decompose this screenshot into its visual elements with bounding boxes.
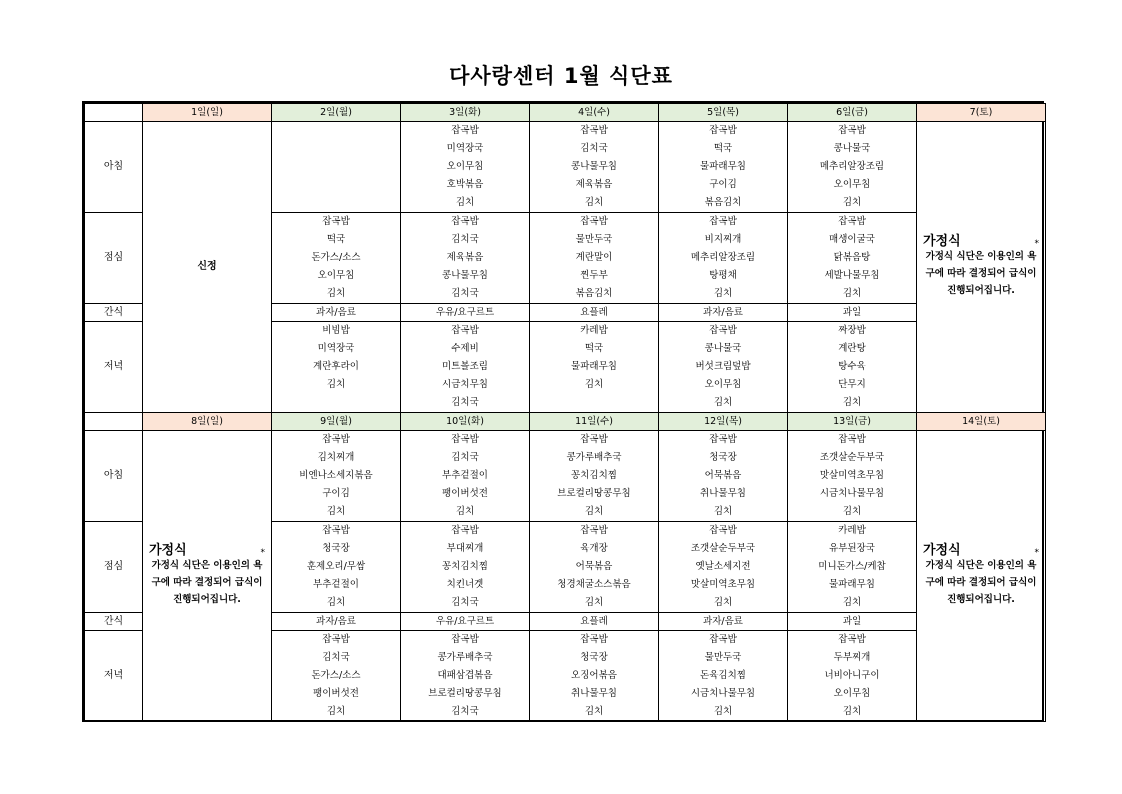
menu-list [272, 213, 400, 303]
menu-list [401, 522, 529, 612]
menu-cell [272, 322, 401, 413]
menu-item: 탕평채 [709, 270, 737, 281]
menu-item: 김치 [326, 288, 346, 299]
menu-item: 비엔나소세지볶음 [299, 470, 373, 481]
menu-item: 카레밥 [580, 325, 608, 336]
menu-item: 비빔밥 [322, 325, 350, 336]
menu-cell [659, 522, 788, 613]
menu-item: 잡곡밥 [580, 525, 608, 536]
notice-head [147, 542, 267, 558]
menu-item: 돈육김치찜 [700, 670, 746, 681]
snack-cell: 과일 [788, 613, 917, 631]
day-header: 12일(목) [659, 413, 788, 431]
menu-item: 김치 [842, 706, 862, 717]
menu-list [272, 431, 400, 521]
menu-item: 김치국 [451, 597, 479, 608]
menu-list [530, 522, 658, 612]
page-title: 다사랑센터 1월 식단표 [449, 64, 673, 88]
menu-table [82, 101, 1044, 722]
menu-item: 잡곡밥 [838, 216, 866, 227]
menu-item: 부추겉절이 [442, 470, 488, 481]
breakfast-row [85, 122, 1046, 213]
home-meal-notice [917, 431, 1046, 722]
day-header: 9일(월) [272, 413, 401, 431]
menu-item: 콩나물무침 [571, 161, 617, 172]
menu-item: 김치 [842, 397, 862, 408]
snack-cell: 과자/음료 [659, 304, 788, 322]
home-meal-notice [917, 122, 1046, 413]
notice-text: 가정식 식단은 이용인의 욕구에 따라 결정되어 급식이 진행되어집니다. [151, 559, 263, 605]
menu-item: 콩가루배추국 [566, 452, 622, 463]
menu-item: 김치국 [451, 234, 479, 245]
menu-cell [788, 522, 917, 613]
menu-item: 물만두국 [704, 652, 742, 663]
menu-item: 잡곡밥 [709, 434, 737, 445]
menu-item: 계란말이 [575, 252, 613, 263]
menu-item: 오이무침 [446, 161, 484, 172]
menu-list [530, 122, 658, 212]
menu-list [401, 431, 529, 521]
menu-item [530, 394, 658, 412]
menu-list [401, 213, 529, 303]
menu-item: 떡국 [584, 343, 604, 354]
menu-item: 계란후라이 [313, 361, 359, 372]
menu-item: 물만두국 [575, 234, 613, 245]
menu-item: 시금치나물무침 [819, 488, 885, 499]
menu-item: 잡곡밥 [838, 125, 866, 136]
menu-item: 잡곡밥 [322, 216, 350, 227]
snack-cell: 우유/요구르트 [401, 613, 530, 631]
menu-item: 오이무침 [833, 179, 871, 190]
menu-list [272, 631, 400, 721]
notice-text: 가정식 식단은 이용인의 욕구에 따라 결정되어 급식이 진행되어집니다. [925, 559, 1037, 605]
menu-item: 잡곡밥 [451, 634, 479, 645]
menu-item: 김치 [584, 597, 604, 608]
menu-list [659, 122, 787, 212]
menu-cell [530, 631, 659, 722]
menu-list [788, 322, 916, 412]
menu-item: 김치 [713, 288, 733, 299]
menu-item: 물파래무침 [700, 161, 746, 172]
notice-star: * [1034, 238, 1039, 249]
menu-item: 잡곡밥 [322, 434, 350, 445]
menu-list [659, 213, 787, 303]
meal-label: 점심 [85, 522, 143, 613]
menu-item: 돈가스/소스 [311, 670, 361, 681]
notice-head-text: 가정식 [923, 542, 961, 558]
snack-cell: 과자/음료 [659, 613, 788, 631]
menu-item: 잡곡밥 [322, 634, 350, 645]
menu-item: 오징어볶음 [571, 670, 617, 681]
menu-list [272, 322, 400, 412]
menu-item: 세발나물무침 [824, 270, 880, 281]
menu-item: 물파래무침 [829, 579, 875, 590]
header-blank [85, 413, 143, 431]
menu-item: 오이무침 [704, 379, 742, 390]
menu-cell [272, 213, 401, 304]
menu-item: 청경채굴소스볶음 [557, 579, 631, 590]
week-header-row [85, 104, 1046, 122]
home-meal-notice [143, 431, 272, 722]
menu-item: 구이김 [709, 179, 737, 190]
menu-item: 콩나물국 [704, 343, 742, 354]
menu-item: 잡곡밥 [451, 125, 479, 136]
menu-item: 꽁치김치찜 [571, 470, 617, 481]
day-header: 11일(수) [530, 413, 659, 431]
menu-item: 김치 [584, 379, 604, 390]
menu-item: 콩나물무침 [442, 270, 488, 281]
notice-head-text: 가정식 [923, 233, 961, 249]
menu-item: 꽁치김치찜 [442, 561, 488, 572]
menu-item: 볶음김치 [704, 197, 742, 208]
menu-list [788, 122, 916, 212]
menu-item: 김치 [713, 397, 733, 408]
day-header: 13일(금) [788, 413, 917, 431]
menu-list [788, 213, 916, 303]
holiday-cell: 신정 [143, 122, 272, 413]
menu-item: 치킨너겟 [446, 579, 484, 590]
meal-label: 아침 [85, 431, 143, 522]
menu-item: 팽이버섯전 [313, 688, 359, 699]
menu-cell [272, 431, 401, 522]
menu-item: 조갯살순두부국 [690, 543, 756, 554]
snack-cell: 과자/음료 [272, 613, 401, 631]
menu-item: 잡곡밥 [451, 434, 479, 445]
menu-item: 잡곡밥 [580, 216, 608, 227]
empty-cell [272, 122, 401, 213]
menu-item: 김치국 [451, 397, 479, 408]
meal-label: 아침 [85, 122, 143, 213]
meal-label: 간식 [85, 304, 143, 322]
notice-head [921, 542, 1041, 558]
meal-label: 저녁 [85, 631, 143, 722]
menu-item: 김치국 [322, 652, 350, 663]
menu-list [788, 522, 916, 612]
menu-item: 떡국 [326, 234, 346, 245]
menu-item: 김치국 [580, 143, 608, 154]
notice-text: 가정식 식단은 이용인의 욕구에 따라 결정되어 급식이 진행되어집니다. [925, 250, 1037, 296]
menu-item: 구이김 [322, 488, 350, 499]
menu-list [659, 322, 787, 412]
notice-star: * [1034, 547, 1039, 558]
menu-item: 부추겉절이 [313, 579, 359, 590]
menu-item: 김치 [326, 506, 346, 517]
menu-item: 김치 [326, 706, 346, 717]
menu-item: 김치 [713, 706, 733, 717]
menu-item: 탕수육 [838, 361, 866, 372]
menu-item: 미역장국 [317, 343, 355, 354]
menu-item: 김치 [842, 597, 862, 608]
menu-item: 떡국 [713, 143, 733, 154]
menu-cell [659, 322, 788, 413]
menu-item: 브로컬리땅콩무침 [557, 488, 631, 499]
menu-item: 잡곡밥 [838, 434, 866, 445]
menu-item: 청국장 [580, 652, 608, 663]
menu-cell [401, 522, 530, 613]
menu-list [401, 122, 529, 212]
menu-item: 김치찌개 [317, 452, 355, 463]
notice-star: * [260, 547, 265, 558]
menu-item: 김치 [326, 379, 346, 390]
menu-item: 미트볼조림 [442, 361, 488, 372]
menu-list [659, 431, 787, 521]
menu-item: 제육볶음 [575, 179, 613, 190]
menu-list [401, 631, 529, 721]
menu-cell [401, 213, 530, 304]
menu-list [659, 522, 787, 612]
menu-item: 청국장 [322, 543, 350, 554]
menu-cell [788, 322, 917, 413]
day-header: 5일(목) [659, 104, 788, 122]
menu-item: 김치 [584, 506, 604, 517]
meal-label: 간식 [85, 613, 143, 631]
menu-item: 찐두부 [580, 270, 608, 281]
menu-cell [401, 322, 530, 413]
menu-item: 볶음김치 [575, 288, 613, 299]
day-header: 14일(토) [917, 413, 1046, 431]
snack-cell: 요플레 [530, 613, 659, 631]
notice-box [917, 542, 1045, 608]
snack-cell: 과자/음료 [272, 304, 401, 322]
menu-item: 김치국 [451, 452, 479, 463]
menu-item: 팽이버섯전 [442, 488, 488, 499]
notice-box [143, 542, 271, 608]
menu-item: 맛살미역초무침 [690, 579, 756, 590]
day-header: 7(토) [917, 104, 1046, 122]
menu-item: 잡곡밥 [709, 634, 737, 645]
menu-item: 김치 [842, 288, 862, 299]
menu-item: 김치 [842, 506, 862, 517]
meal-label: 저녁 [85, 322, 143, 413]
snack-cell: 우유/요구르트 [401, 304, 530, 322]
menu-item: 김치 [584, 197, 604, 208]
menu-item: 돈가스/소스 [311, 252, 361, 263]
day-header: 2일(월) [272, 104, 401, 122]
menu-list [530, 631, 658, 721]
menu-item: 옛날소세지전 [695, 561, 751, 572]
menu-item: 어묵볶음 [575, 561, 613, 572]
notice-box [917, 233, 1045, 299]
menu-item: 시금치무침 [442, 379, 488, 390]
menu-item: 메추리알장조림 [819, 161, 885, 172]
menu-cell [659, 431, 788, 522]
menu-item: 매생이굴국 [829, 234, 875, 245]
menu-item: 부대찌개 [446, 543, 484, 554]
menu-item: 두부찌개 [833, 652, 871, 663]
menu-item: 김치 [713, 506, 733, 517]
week-header-row [85, 413, 1046, 431]
menu-item: 어묵볶음 [704, 470, 742, 481]
menu-item: 김치 [455, 506, 475, 517]
menu-item: 콩나물국 [833, 143, 871, 154]
menu-item: 닭볶음탕 [833, 252, 871, 263]
menu-item: 잡곡밥 [451, 525, 479, 536]
menu-list [530, 431, 658, 521]
menu-item: 잡곡밥 [322, 525, 350, 536]
menu-item: 김치 [584, 706, 604, 717]
menu-item: 조갯살순두부국 [819, 452, 885, 463]
menu-item: 제육볶음 [446, 252, 484, 263]
menu-item: 잡곡밥 [580, 125, 608, 136]
day-header: 10일(화) [401, 413, 530, 431]
menu-item: 오이무침 [317, 270, 355, 281]
menu-item: 버섯크림덮밥 [695, 361, 751, 372]
menu-cell [401, 631, 530, 722]
menu-item: 수제비 [451, 343, 479, 354]
day-header: 8일(일) [143, 413, 272, 431]
menu-cell [530, 431, 659, 522]
day-header: 1일(일) [143, 104, 272, 122]
menu-cell [788, 631, 917, 722]
menu-item: 김치국 [451, 288, 479, 299]
menu-item: 잡곡밥 [709, 525, 737, 536]
menu-item: 김치 [842, 197, 862, 208]
menu-cell [401, 122, 530, 213]
notice-head-text: 가정식 [149, 542, 187, 558]
menu-item: 시금치나물무침 [690, 688, 756, 699]
menu-item: 잡곡밥 [709, 216, 737, 227]
menu-list [788, 431, 916, 521]
menu-cell [530, 213, 659, 304]
menu-item: 메추리알장조림 [690, 252, 756, 263]
snack-cell: 요플레 [530, 304, 659, 322]
menu-item [272, 394, 400, 412]
menu-cell [530, 122, 659, 213]
menu-list [272, 522, 400, 612]
menu-item: 미니돈가스/케찹 [818, 561, 886, 572]
menu-cell [659, 122, 788, 213]
menu-item: 계란탕 [838, 343, 866, 354]
menu-list [659, 631, 787, 721]
menu-cell [272, 631, 401, 722]
menu-item: 김치 [713, 597, 733, 608]
menu-item: 취나물무침 [571, 688, 617, 699]
menu-item: 김치 [455, 197, 475, 208]
menu-item: 취나물무침 [700, 488, 746, 499]
menu-item: 김치국 [451, 706, 479, 717]
menu-cell [659, 213, 788, 304]
menu-cell [401, 431, 530, 522]
menu-item: 잡곡밥 [451, 216, 479, 227]
menu-list [530, 322, 658, 412]
menu-cell [530, 522, 659, 613]
menu-item: 잡곡밥 [709, 125, 737, 136]
menu-item: 브로컬리땅콩무침 [428, 688, 502, 699]
menu-item: 너비아니구이 [824, 670, 880, 681]
day-header: 4일(수) [530, 104, 659, 122]
menu-item: 오이무침 [833, 688, 871, 699]
menu-item: 콩가루배추국 [437, 652, 493, 663]
menu-item: 잡곡밥 [709, 325, 737, 336]
menu-cell [530, 322, 659, 413]
menu-cell [659, 631, 788, 722]
menu-item: 청국장 [709, 452, 737, 463]
menu-cell [788, 431, 917, 522]
menu-item: 잡곡밥 [580, 634, 608, 645]
breakfast-row [85, 431, 1046, 522]
meal-label: 점심 [85, 213, 143, 304]
day-header: 6일(금) [788, 104, 917, 122]
menu-item: 잡곡밥 [838, 634, 866, 645]
menu-item: 유부된장국 [829, 543, 875, 554]
menu-list [788, 631, 916, 721]
menu-list [401, 322, 529, 412]
notice-head [921, 233, 1041, 249]
menu-item: 대패삼겹볶음 [437, 670, 493, 681]
menu-item: 훈제오리/무쌈 [306, 561, 366, 572]
header-blank [85, 104, 143, 122]
menu-item: 카레밥 [838, 525, 866, 536]
menu-item: 잡곡밥 [580, 434, 608, 445]
menu-list [530, 213, 658, 303]
menu-item: 맛살미역초무침 [819, 470, 885, 481]
menu-item: 육개장 [580, 543, 608, 554]
menu-item: 잡곡밥 [451, 325, 479, 336]
menu-item: 미역장국 [446, 143, 484, 154]
day-header: 3일(화) [401, 104, 530, 122]
snack-cell: 과일 [788, 304, 917, 322]
menu-item: 김치 [326, 597, 346, 608]
menu-item: 단무지 [838, 379, 866, 390]
menu-cell [272, 522, 401, 613]
menu-item: 짜장밥 [838, 325, 866, 336]
menu-item: 물파래무침 [571, 361, 617, 372]
menu-cell [788, 213, 917, 304]
menu-item: 호박볶음 [446, 179, 484, 190]
menu-item: 비지찌개 [704, 234, 742, 245]
menu-cell [788, 122, 917, 213]
